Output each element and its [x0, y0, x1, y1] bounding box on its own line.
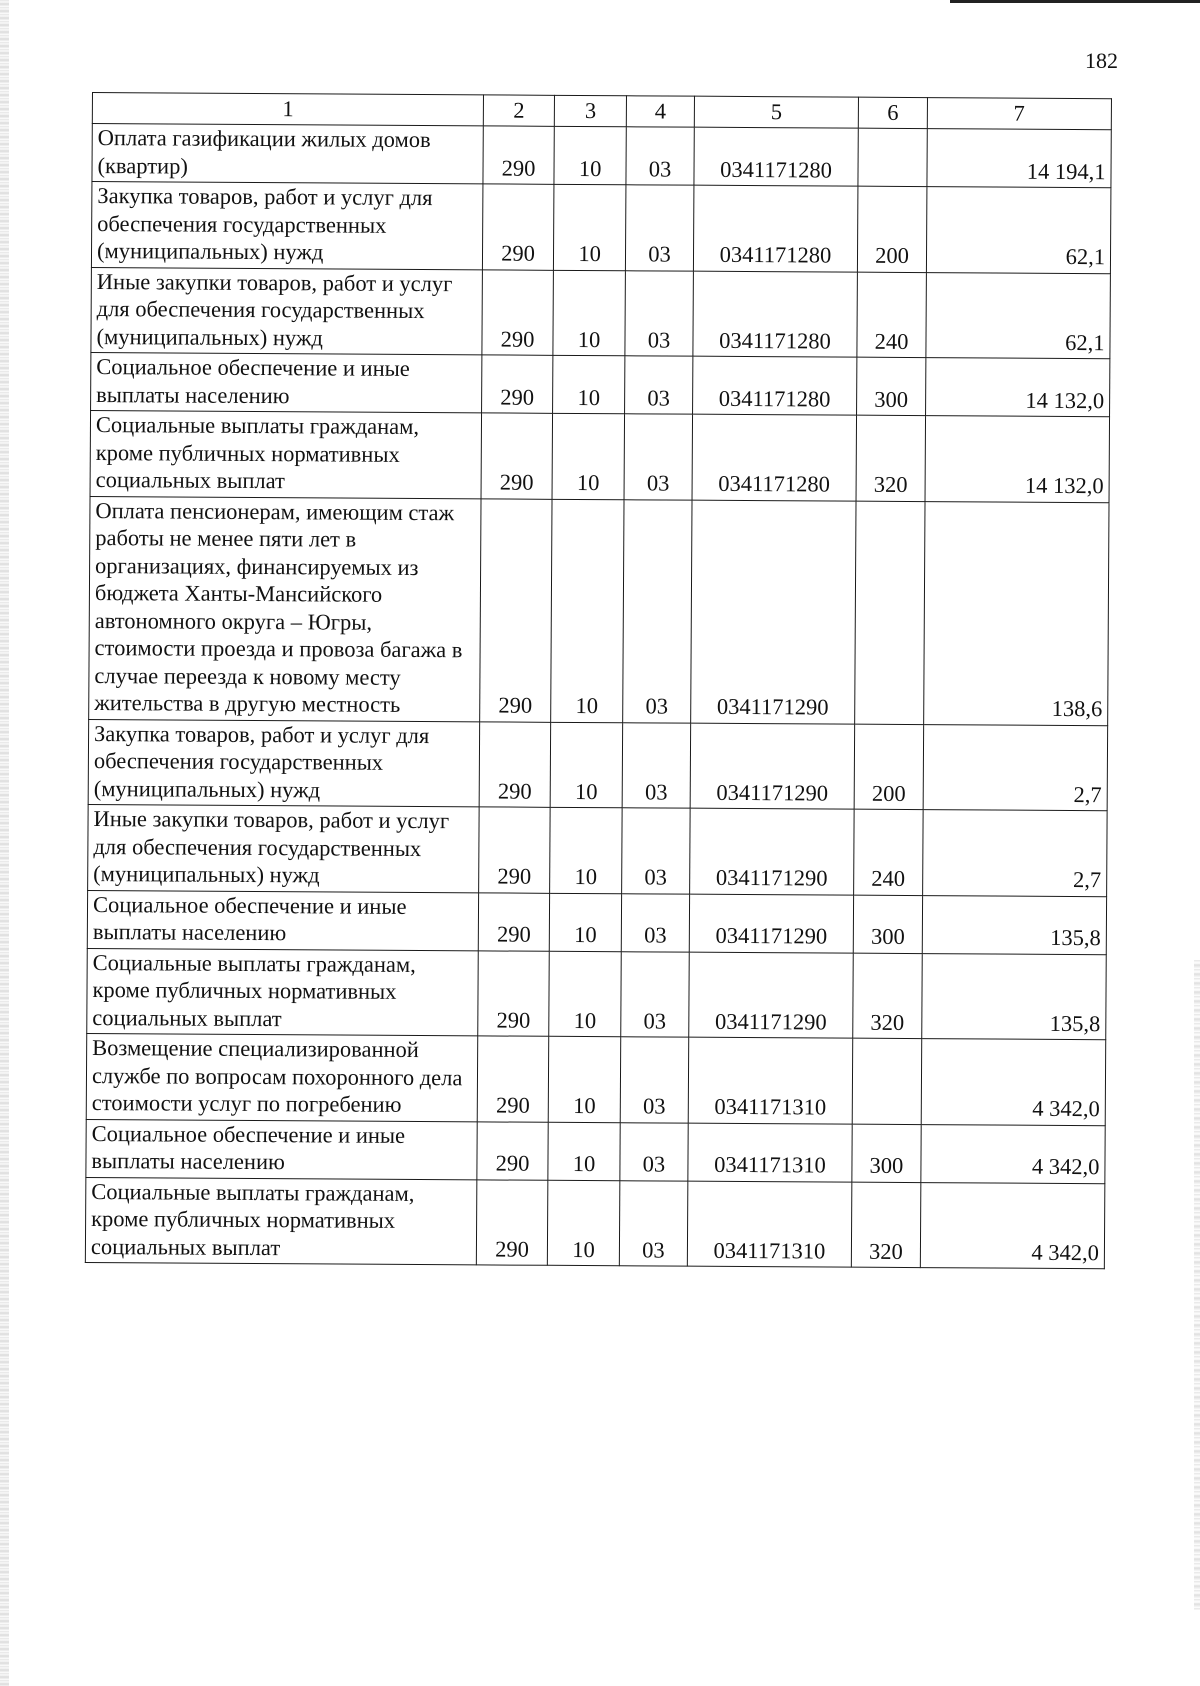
row-sum-cell: 138,6 — [923, 501, 1109, 725]
row-target-cell: 0341171280 — [692, 356, 857, 415]
table-row — [88, 719, 1108, 811]
row-target-cell: 0341171290 — [689, 894, 854, 953]
header-cell-6: 6 — [859, 97, 927, 128]
row-name-cell: Социальные выплаты гражданам, кроме публичных нормативных социальных выплат — [87, 948, 479, 1036]
row-gr-cell: 290 — [483, 184, 554, 270]
row-name-cell: Социальное обеспечение и иные выплаты населению — [87, 890, 479, 950]
row-target-cell: 0341171290 — [690, 723, 855, 810]
row-sum-cell: 4 342,0 — [921, 1124, 1106, 1183]
row-gr-cell: 290 — [477, 1121, 548, 1179]
table-row — [87, 948, 1107, 1040]
row-vr-cell: 320 — [853, 953, 922, 1039]
table-row — [91, 182, 1111, 274]
row-section-cell: 10 — [548, 1036, 621, 1122]
row-vr-cell: 300 — [852, 1124, 921, 1182]
row-name-cell: Социальные выплаты гражданам, кроме публичных нормативных социальных выплат — [90, 410, 482, 498]
row-target-cell: 0341171310 — [688, 1037, 853, 1124]
row-gr-cell: 290 — [479, 892, 550, 950]
row-subsection-cell: 03 — [622, 808, 690, 894]
header-cell-3: 3 — [554, 95, 627, 126]
row-sum-cell: 14 132,0 — [925, 416, 1110, 503]
budget-sheet — [85, 92, 1112, 1269]
row-subsection-cell: 03 — [620, 1180, 688, 1266]
row-subsection-cell: 03 — [621, 951, 689, 1037]
row-subsection-cell: 03 — [621, 1037, 689, 1123]
row-sum-cell: 135,8 — [922, 895, 1107, 954]
row-gr-cell: 290 — [479, 807, 550, 893]
row-target-cell: 0341171310 — [687, 1181, 852, 1268]
row-section-cell: 10 — [549, 951, 622, 1037]
row-section-cell: 10 — [548, 1122, 621, 1180]
row-gr-cell: 290 — [478, 950, 549, 1036]
scan-line-top — [950, 0, 1200, 3]
row-target-cell: 0341171290 — [688, 952, 853, 1039]
row-subsection-cell: 03 — [623, 722, 691, 808]
row-vr-cell: 240 — [854, 809, 923, 895]
row-subsection-cell: 03 — [624, 414, 692, 500]
table-row — [91, 267, 1111, 359]
scan-edge-left — [0, 0, 9, 1686]
header-cell-1: 1 — [92, 93, 484, 126]
row-sum-cell: 2,7 — [922, 810, 1107, 897]
row-sum-cell: 14 194,1 — [927, 129, 1112, 188]
row-gr-cell: 290 — [481, 413, 552, 499]
row-section-cell: 10 — [550, 499, 624, 722]
header-cell-4: 4 — [627, 96, 694, 127]
row-target-cell: 0341171290 — [690, 500, 856, 724]
table-row — [90, 410, 1110, 502]
row-name-cell: Возмещение специализированной службе по вопросам похоронного дела стоимости услуг по погребению — [86, 1033, 478, 1121]
row-section-cell: 10 — [554, 126, 627, 184]
row-vr-cell: 240 — [857, 272, 926, 358]
row-subsection-cell: 03 — [626, 185, 694, 271]
row-sum-cell: 14 132,0 — [925, 358, 1110, 417]
header-cell-2: 2 — [484, 95, 555, 126]
row-sum-cell: 135,8 — [921, 953, 1106, 1040]
row-section-cell: 10 — [550, 722, 623, 808]
row-name-cell: Закупка товаров, работ и услуг для обеспечения государственных (муниципальных) нужд — [91, 182, 483, 270]
table-row — [87, 890, 1106, 954]
row-name-cell: Социальное обеспечение и иные выплаты населению — [91, 352, 483, 412]
row-target-cell: 0341171310 — [687, 1123, 852, 1182]
row-gr-cell: 290 — [482, 269, 553, 355]
row-vr-cell — [853, 1038, 922, 1124]
row-target-cell: 0341171280 — [694, 127, 859, 186]
row-subsection-cell: 03 — [626, 127, 694, 185]
budget-table-body — [85, 93, 1111, 1269]
row-gr-cell: 290 — [478, 1036, 549, 1122]
row-name-cell: Социальные выплаты гражданам, кроме публичных нормативных социальных выплат — [85, 1177, 477, 1265]
table-row — [86, 1033, 1106, 1125]
row-section-cell: 10 — [552, 355, 625, 413]
table-row — [85, 1177, 1105, 1269]
header-cell-7: 7 — [927, 98, 1112, 130]
row-subsection-cell: 03 — [625, 270, 693, 356]
table-row — [91, 352, 1110, 416]
row-vr-cell: 300 — [857, 357, 926, 415]
row-vr-cell: 200 — [855, 724, 924, 810]
row-target-cell: 0341171290 — [689, 808, 854, 895]
row-vr-cell — [858, 128, 927, 186]
row-vr-cell: 300 — [854, 895, 923, 953]
row-name-cell: Закупка товаров, работ и услуг для обеспечения государственных (муниципальных) нужд — [88, 719, 480, 807]
page-number: 182 — [1085, 48, 1118, 73]
row-vr-cell: 320 — [856, 415, 925, 501]
row-sum-cell: 4 342,0 — [920, 1182, 1105, 1269]
scan-edge-right — [1194, 960, 1200, 1610]
budget-table — [85, 92, 1112, 1269]
row-sum-cell: 62,1 — [926, 187, 1111, 274]
row-target-cell: 0341171280 — [692, 414, 857, 501]
row-section-cell: 10 — [552, 413, 625, 499]
row-vr-cell — [855, 501, 925, 724]
row-gr-cell: 290 — [479, 721, 550, 807]
row-gr-cell: 290 — [480, 498, 552, 721]
row-name-cell: Социальное обеспечение и иные выплаты населению — [86, 1119, 478, 1179]
row-section-cell: 10 — [553, 270, 626, 356]
row-sum-cell: 62,1 — [926, 272, 1111, 359]
row-gr-cell: 290 — [483, 126, 554, 184]
row-subsection-cell: 03 — [623, 499, 692, 722]
row-subsection-cell: 03 — [625, 356, 693, 414]
row-target-cell: 0341171280 — [693, 271, 858, 358]
row-section-cell: 10 — [547, 1180, 620, 1266]
header-cell-5: 5 — [694, 96, 859, 128]
row-name-cell: Оплата газификации жилых домов (квартир) — [92, 124, 484, 184]
row-vr-cell: 200 — [858, 186, 927, 272]
table-row — [92, 124, 1111, 188]
row-target-cell: 0341171280 — [693, 185, 858, 272]
row-vr-cell: 320 — [852, 1182, 921, 1268]
row-section-cell: 10 — [553, 184, 626, 270]
row-gr-cell: 290 — [477, 1179, 548, 1265]
row-subsection-cell: 03 — [622, 893, 690, 951]
row-gr-cell: 290 — [482, 355, 553, 413]
row-name-cell: Иные закупки товаров, работ и услуг для обеспечения государственных (муниципальных) нужд — [88, 804, 480, 892]
row-section-cell: 10 — [549, 893, 622, 951]
row-sum-cell: 2,7 — [923, 724, 1108, 811]
table-row — [89, 496, 1109, 725]
table-row — [86, 1119, 1105, 1183]
table-row — [88, 804, 1108, 896]
row-section-cell: 10 — [549, 807, 622, 893]
row-name-cell: Оплата пенсионерам, имеющим стаж работы не менее пяти лет в организациях, финансируемых из бюджета Ханты-Мансийского автономного округа – Югры, стоимости проезда и провоза багажа в случае переезда к новому месту жительства в другую местность — [89, 496, 482, 721]
row-subsection-cell: 03 — [620, 1122, 688, 1180]
row-sum-cell: 4 342,0 — [921, 1039, 1106, 1126]
row-name-cell: Иные закупки товаров, работ и услуг для обеспечения государственных (муниципальных) нужд — [91, 267, 483, 355]
